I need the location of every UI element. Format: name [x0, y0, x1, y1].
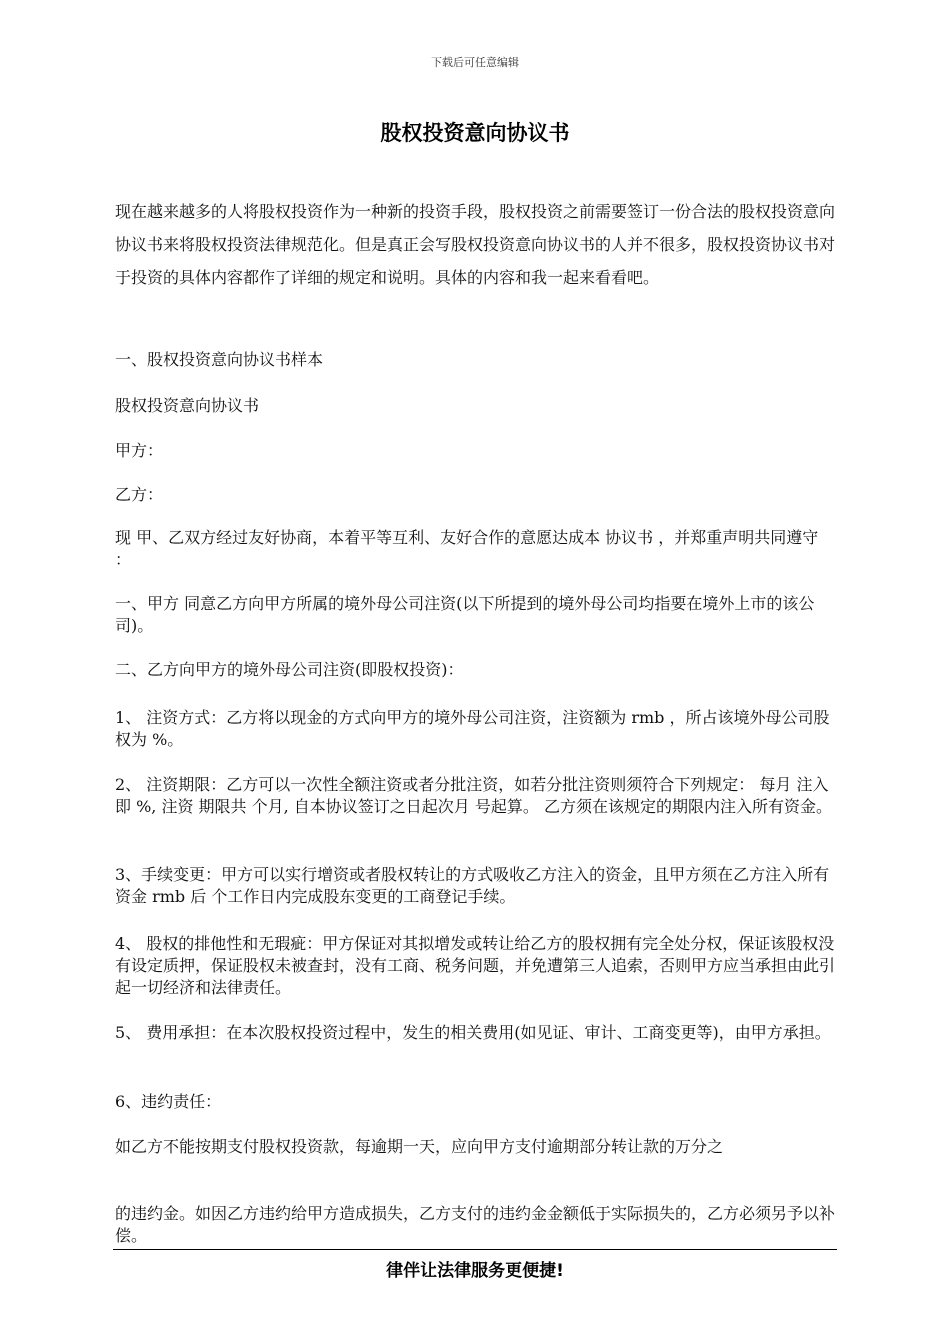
item-3-paragraph: 3、手续变更：甲方可以实行增资或者股权转让的方式吸收乙方注入的资金，且甲方须在乙方注入所有资金 rmb 后 个工作日内完成股东变更的工商登记手续。 [115, 865, 830, 906]
item-6-continuation: 的违约金。如因乙方违约给甲方造成损失，乙方支付的违约金金额低于实际损失的，乙方必须另予以补偿。 [115, 1204, 836, 1245]
clause-2-heading: 二、乙方向甲方的境外母公司注资(即股权投资)： [115, 660, 464, 679]
agreement-name: 股权投资意向协议书 [115, 396, 260, 415]
section-heading: 一、股权投资意向协议书样本 [115, 350, 324, 369]
party-a-label: 甲方： [115, 441, 164, 460]
item-2-paragraph: 2、 注资期限：乙方可以一次性全额注资或者分批注资，如若分批注资则须符合下列规定： 每月 注入 即 %, 注资 期限共 个月, 自本协议签订之日起次月 号起算。 乙方须在该规定的期限内注入所有资金。 [115, 775, 832, 816]
item-6-paragraph: 如乙方不能按期支付股权投资款，每逾期一天，应向甲方支付逾期部分转让款的万分之 [115, 1137, 724, 1156]
intro-paragraph: 现在越来越多的人将股权投资作为一种新的投资手段，股权投资之前需要签订一份合法的股权投资意向协议书来将股权投资法律规范化。但是真正会写股权投资意向协议书的人并不很多，股权投资协议书对于投资的具体内容都作了详细的规定和说明。具体的内容和我一起来看看吧。 [115, 202, 836, 287]
item-6-heading: 6、违约责任： [115, 1092, 222, 1111]
item-1-paragraph: 1、 注资方式：乙方将以现金的方式向甲方的境外母公司注资，注资额为 rmb ，所占该境外母公司股权为 %。 [115, 708, 830, 749]
preamble-paragraph: 现 甲、乙双方经过友好协商，本着平等互利、友好合作的意愿达成本 协议书 ，并郑重声明共同遵守 ： [115, 528, 819, 569]
party-b-label: 乙方： [115, 485, 164, 504]
header-note: 下载后可任意编辑 [431, 56, 519, 69]
clause-1-paragraph: 一、甲方 同意乙方向甲方所属的境外母公司注资(以下所提到的境外母公司均指要在境外上市的该公司)。 [115, 594, 815, 635]
item-4-paragraph: 4、 股权的排他性和无瑕疵：甲方保证对其拟增发或转让给乙方的股权拥有完全处分权，保证该股权没有设定质押，保证股权未被查封，没有工商、税务问题，并免遭第三人追索，否则甲方应当承担由此引起一切经济和法律责任。 [115, 934, 836, 997]
document-title: 股权投资意向协议书 [380, 121, 570, 145]
footer-slogan: 律伴让法律服务更便捷! [386, 1261, 564, 1281]
item-5-paragraph: 5、 费用承担：在本次股权投资过程中，发生的相关费用(如见证、审计、工商变更等)，由甲方承担。 [115, 1023, 831, 1042]
footer-divider [113, 1249, 837, 1250]
